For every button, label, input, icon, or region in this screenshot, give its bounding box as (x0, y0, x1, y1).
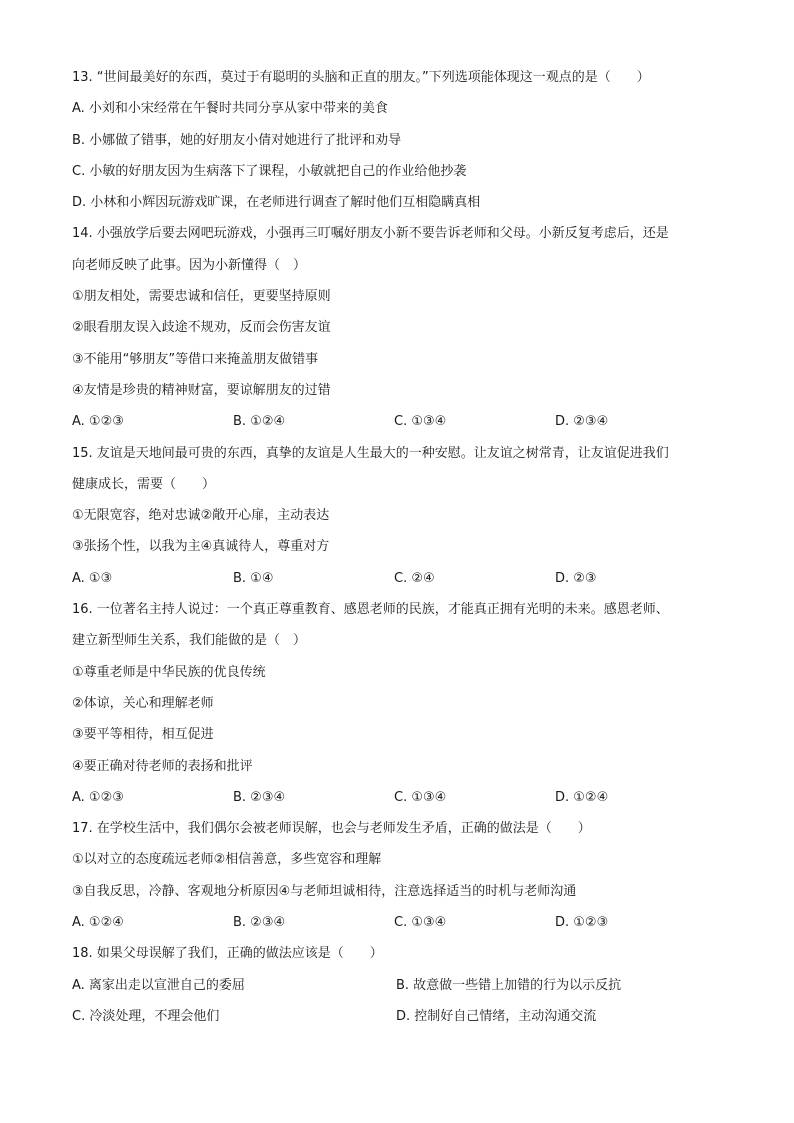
question-13-option-b: B. 小娜做了错事，她的好朋友小倩对她进行了批评和劝导 (72, 132, 402, 148)
question-16-choice-a: A. ①②③ (72, 789, 124, 805)
question-16-choices (72, 782, 722, 813)
question-17-statement-1: ①以对立的态度疏远老师②相信善意，多些宽容和理解 (72, 852, 382, 868)
question-18-options-row-2 (72, 1001, 722, 1032)
question-16-statement-3: ③要平等相待，相互促进 (72, 727, 214, 743)
question-14-stem-line-1: 14. 小强放学后要去网吧玩游戏，小强再三叮嘱好朋友小新不要告诉老师和父母。小新反复考虑后，还是 (72, 226, 669, 242)
question-16-statement-4: ④要正确对待老师的表扬和批评 (72, 758, 253, 774)
question-16-stem-line-1: 16. 一位著名主持人说过：一个真正尊重教育、感恩老师的民族，才能真正拥有光明的未来。感恩老师、 (72, 602, 669, 618)
question-18-options-row-1 (72, 970, 722, 1001)
question-14-statement-1: ①朋友相处，需要忠诚和信任，更要坚持原则 (72, 289, 331, 305)
question-13-option-d: D. 小林和小辉因玩游戏旷课，在老师进行调查了解时他们互相隐瞒真相 (72, 195, 481, 211)
question-15-choices (72, 563, 722, 594)
question-14-choice-b: B. ①②④ (233, 414, 286, 430)
question-18-option-a: A. 离家出走以宣泄自己的委屈 (72, 977, 245, 993)
question-17-choice-a: A. ①②④ (72, 915, 124, 931)
question-14-statement-3: ③不能用“够朋友”等借口来掩盖朋友做错事 (72, 351, 319, 367)
question-17-choices (72, 907, 722, 938)
question-14-stem-line-2: 向老师反映了此事。因为小新懂得（ ） (72, 257, 307, 273)
question-14-choices (72, 406, 722, 437)
question-16-stem-line-2: 建立新型师生关系，我们能做的是（ ） (72, 633, 307, 649)
question-15-statement-2: ③张扬个性，以我为主④真诚待人，尊重对方 (72, 539, 330, 555)
question-14-statement-2: ②眼看朋友误入歧途不规劝，反而会伤害友谊 (72, 320, 331, 336)
question-14-choice-a: A. ①②③ (72, 414, 124, 430)
question-14-choice-d: D. ②③④ (555, 414, 609, 430)
question-18-option-d: D. 控制好自己情绪，主动沟通交流 (396, 1008, 597, 1024)
question-15-stem-line-1: 15. 友谊是天地间最可贵的东西，真挚的友谊是人生最大的一种安慰。让友谊之树常青，让友谊促进我们 (72, 445, 669, 461)
question-15-choice-b: B. ①④ (233, 570, 274, 586)
question-16-statement-2: ②体谅，关心和理解老师 (72, 695, 214, 711)
question-15-choice-a: A. ①③ (72, 570, 113, 586)
question-18-option-c: C. 冷淡处理，不理会他们 (72, 1008, 220, 1024)
question-14-choice-c: C. ①③④ (394, 414, 447, 430)
question-17-choice-c: C. ①③④ (394, 915, 447, 931)
question-16-choice-b: B. ②③④ (233, 789, 286, 805)
question-16-choice-d: D. ①②④ (555, 789, 609, 805)
question-13-option-a: A. 小刘和小宋经常在午餐时共同分享从家中带来的美食 (72, 101, 388, 117)
question-17-statement-2: ③自我反思，冷静、客观地分析原因④与老师坦诚相待，注意选择适当的时机与老师沟通 (72, 883, 577, 899)
question-17-choice-d: D. ①②③ (555, 915, 609, 931)
question-14-statement-4: ④友情是珍贵的精神财富，要谅解朋友的过错 (72, 382, 331, 398)
question-17-stem: 17. 在学校生活中，我们偶尔会被老师误解，也会与老师发生矛盾，正确的做法是（ ） (72, 821, 591, 837)
question-16-statement-1: ①尊重老师是中华民族的优良传统 (72, 664, 266, 680)
question-15-choice-c: C. ②④ (394, 570, 435, 586)
question-15-stem-line-2: 健康成长，需要（ ） (72, 476, 216, 492)
question-16-choice-c: C. ①③④ (394, 789, 447, 805)
question-15-statement-1: ①无限宽容，绝对忠诚②敞开心扉，主动表达 (72, 508, 330, 524)
exam-page (72, 62, 722, 1032)
question-13-option-c: C. 小敏的好朋友因为生病落下了课程，小敏就把自己的作业给他抄袭 (72, 163, 467, 179)
question-13-stem: 13. “世间最美好的东西，莫过于有聪明的头脑和正直的朋友。”下列选项能体现这一观点的是（ ） (72, 70, 650, 85)
question-18-stem: 18. 如果父母误解了我们，正确的做法应该是（ ） (72, 946, 383, 962)
question-18-option-b: B. 故意做一些错上加错的行为以示反抗 (396, 977, 622, 993)
question-17-choice-b: B. ②③④ (233, 915, 286, 931)
question-15-choice-d: D. ②③ (555, 570, 597, 586)
